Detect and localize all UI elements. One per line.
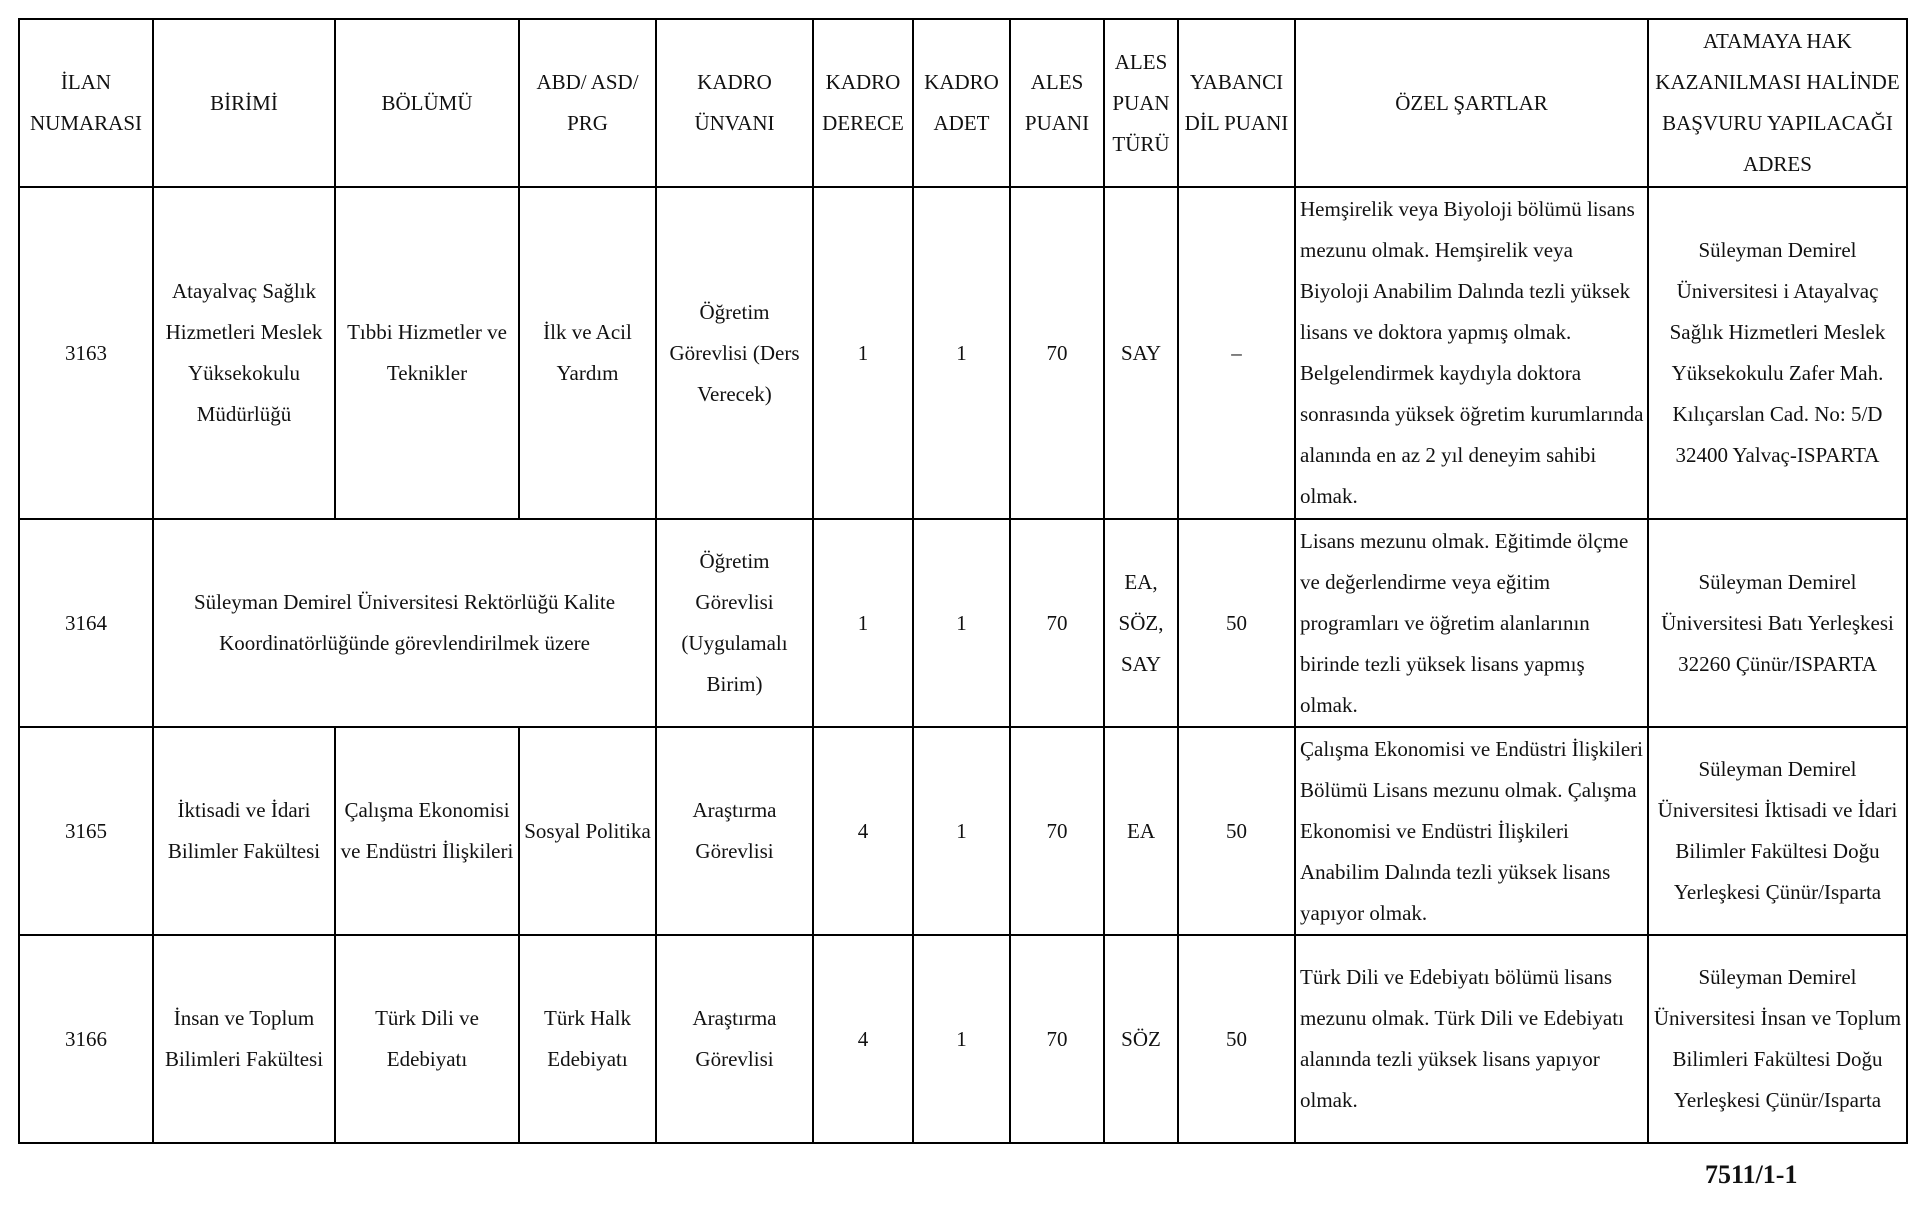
cell-birimi: Atayalvaç Sağlık Hizmetleri Meslek Yüksekokulu Müdürlüğü [153,187,335,519]
cell-basvuru-adresi: Süleyman Demirel Üniversitesi İktisadi ve İdari Bilimler Fakültesi Doğu Yerleşkesi Çünür/Isparta [1648,727,1907,935]
header-kadro-derece: KADRO DERECE [813,19,913,187]
cell-basvuru-adresi: Süleyman Demirel Üniversitesi i Atayalvaç Sağlık Hizmetleri Meslek Yüksekokulu Zafer Mah. Kılıçarslan Cad. No: 5/D 32400 Yalvaç-ISPARTA [1648,187,1907,519]
cell-ozel-sartlar: Türk Dili ve Edebiyatı bölümü lisans mezunu olmak. Türk Dili ve Edebiyatı alanında tezli yüksek lisans yapıyor olmak. [1295,935,1648,1143]
cell-ozel-sartlar: Çalışma Ekonomisi ve Endüstri İlişkileri Bölümü Lisans mezunu olmak. Çalışma Ekonomisi ve Endüstri İlişkileri Anabilim Dalında tezli yüksek lisans yapıyor olmak. [1295,727,1648,935]
cell-ales-puan-turu: EA [1104,727,1178,935]
header-ilan-numarasi: İLAN NUMARASI [19,19,153,187]
cell-birimi-merged: Süleyman Demirel Üniversitesi Rektörlüğü Kalite Koordinatörlüğünde görevlendirilmek üzere [153,519,656,727]
cell-kadro-derece: 1 [813,519,913,727]
cell-ilan-numarasi: 3163 [19,187,153,519]
cell-birimi: İnsan ve Toplum Bilimleri Fakültesi [153,935,335,1143]
cell-yabanci-dil-puani: 50 [1178,519,1295,727]
cell-ilan-numarasi: 3165 [19,727,153,935]
cell-abd: Sosyal Politika [519,727,656,935]
cell-kadro-unvani: Öğretim Görevlisi (Ders Verecek) [656,187,813,519]
header-kadro-unvani: KADRO ÜNVANI [656,19,813,187]
cell-abd: İlk ve Acil Yardım [519,187,656,519]
table-row [19,935,1907,1143]
table-row [19,519,1907,727]
cell-yabanci-dil-puani: 50 [1178,935,1295,1143]
header-basvuru-adresi: ATAMAYA HAK KAZANILMASI HALİNDE BAŞVURU YAPILACAĞI ADRES [1648,19,1907,187]
cell-bolumu: Tıbbi Hizmetler ve Teknikler [335,187,519,519]
header-row [19,19,1907,187]
header-ozel-sartlar: ÖZEL ŞARTLAR [1295,19,1648,187]
table-row [19,727,1907,935]
cell-basvuru-adresi: Süleyman Demirel Üniversitesi İnsan ve Toplum Bilimleri Fakültesi Doğu Yerleşkesi Çünür/Isparta [1648,935,1907,1143]
cell-kadro-adet: 1 [913,519,1010,727]
cell-kadro-unvani: Araştırma Görevlisi [656,935,813,1143]
cell-yabanci-dil-puani: – [1178,187,1295,519]
cell-kadro-adet: 1 [913,935,1010,1143]
cell-kadro-derece: 1 [813,187,913,519]
cell-ilan-numarasi: 3164 [19,519,153,727]
header-abd: ABD/ ASD/ PRG [519,19,656,187]
cell-kadro-unvani: Öğretim Görevlisi (Uygulamalı Birim) [656,519,813,727]
cell-birimi: İktisadi ve İdari Bilimler Fakültesi [153,727,335,935]
cell-ales-puan-turu: EA, SÖZ, SAY [1104,519,1178,727]
cell-ales-puani: 70 [1010,519,1104,727]
header-yabanci-dil-puani: YABANCI DİL PUANI [1178,19,1295,187]
document-code: 7511/1-1 [1705,1160,1798,1189]
cell-bolumu: Türk Dili ve Edebiyatı [335,935,519,1143]
cell-ales-puani: 70 [1010,727,1104,935]
cell-yabanci-dil-puani: 50 [1178,727,1295,935]
cell-ales-puani: 70 [1010,935,1104,1143]
job-listing-table [18,18,1908,1144]
cell-bolumu: Çalışma Ekonomisi ve Endüstri İlişkileri [335,727,519,935]
cell-kadro-derece: 4 [813,935,913,1143]
cell-basvuru-adresi: Süleyman Demirel Üniversitesi Batı Yerleşkesi 32260 Çünür/ISPARTA [1648,519,1907,727]
cell-kadro-derece: 4 [813,727,913,935]
cell-abd: Türk Halk Edebiyatı [519,935,656,1143]
cell-ozel-sartlar: Lisans mezunu olmak. Eğitimde ölçme ve değerlendirme veya eğitim programları ve öğretim alanlarının birinde tezli yüksek lisans yapmış olmak. [1295,519,1648,727]
cell-ozel-sartlar: Hemşirelik veya Biyoloji bölümü lisans mezunu olmak. Hemşirelik veya Biyoloji Anabilim Dalında tezli yüksek lisans ve doktora yapmış olmak. Belgelendirmek kaydıyla doktora sonrasında yüksek öğretim kurumlarında alanında en az 2 yıl deneyim sahibi olmak. [1295,187,1648,519]
header-kadro-adet: KADRO ADET [913,19,1010,187]
header-ales-puan-turu: ALES PUAN TÜRÜ [1104,19,1178,187]
table-row [19,187,1907,519]
cell-ales-puani: 70 [1010,187,1104,519]
header-bolumu: BÖLÜMÜ [335,19,519,187]
cell-kadro-unvani: Araştırma Görevlisi [656,727,813,935]
cell-ales-puan-turu: SAY [1104,187,1178,519]
cell-kadro-adet: 1 [913,187,1010,519]
cell-ales-puan-turu: SÖZ [1104,935,1178,1143]
header-birimi: BİRİMİ [153,19,335,187]
cell-kadro-adet: 1 [913,727,1010,935]
header-ales-puani: ALES PUANI [1010,19,1104,187]
cell-ilan-numarasi: 3166 [19,935,153,1143]
